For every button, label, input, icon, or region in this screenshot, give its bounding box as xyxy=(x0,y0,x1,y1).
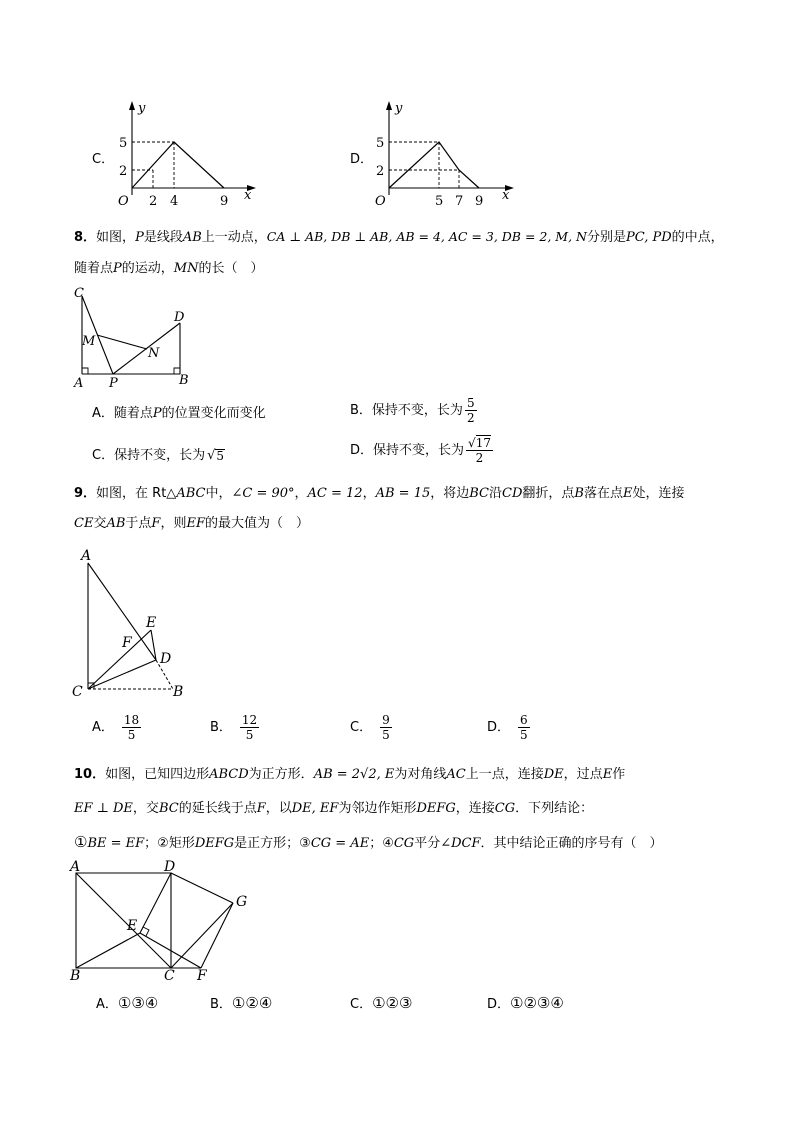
label-d: D xyxy=(174,310,185,325)
fraction xyxy=(465,397,477,424)
q10-var: ∠DCF xyxy=(440,836,481,851)
segment-gf xyxy=(201,903,233,968)
label-b: B xyxy=(173,684,184,700)
option-label: A． xyxy=(96,997,118,1012)
q9-text: 如图，在 Rt△ xyxy=(96,486,177,501)
numerator: 5 xyxy=(466,396,475,410)
q10-text: ，连接 xyxy=(455,801,495,816)
right-angle-a xyxy=(82,368,88,374)
segment-cg xyxy=(171,903,233,968)
q9-var: BC xyxy=(469,486,489,501)
q8-text: 上一动点， xyxy=(201,230,267,245)
numerator: 9 xyxy=(382,713,390,727)
q10-text: 如图，已知四边形 xyxy=(105,767,210,782)
option-text: ①②④ xyxy=(231,994,273,1012)
q9-option-d[interactable] xyxy=(487,714,530,741)
q10-number: 10． xyxy=(74,767,106,782)
q9-stem-line1 xyxy=(74,487,685,500)
q9-text: 沿 xyxy=(489,486,503,501)
y-axis-arrow xyxy=(386,101,392,110)
option-text: 的位置变化而变化 xyxy=(161,406,266,421)
q9-var: CD xyxy=(502,486,523,501)
label-a: A xyxy=(81,548,92,564)
q10-text: ，交 xyxy=(132,801,159,816)
label-d: D xyxy=(160,651,172,667)
q8-option-a[interactable] xyxy=(92,407,266,420)
option-text: 保持不变，长为 xyxy=(373,443,465,458)
q10-text: 为正方形． xyxy=(248,767,314,782)
q8-text: 如图， xyxy=(96,230,136,245)
y-tick-2: 2 xyxy=(119,164,128,179)
q7-graph-c xyxy=(105,95,265,210)
option-label: C． xyxy=(350,720,373,735)
label-p: P xyxy=(109,376,118,388)
segment-dg xyxy=(171,873,233,903)
option-text: ①②③④ xyxy=(510,994,564,1012)
q10-text: 是正方形；③ xyxy=(234,836,311,851)
q10-var: DEFG xyxy=(416,801,456,816)
option-label: C． xyxy=(92,448,115,463)
option-label: A． xyxy=(92,406,114,421)
label-b: B xyxy=(70,968,81,984)
q9-text: ， xyxy=(294,486,308,501)
q9-var: EF xyxy=(186,516,205,531)
option-text: 保持不变，长为 xyxy=(114,448,206,463)
q10-text: ．下列结论： xyxy=(515,801,594,816)
y-axis-label: y xyxy=(138,101,146,116)
sqrt-icon: √ xyxy=(468,436,476,450)
fraction xyxy=(122,714,141,741)
segment-cd xyxy=(88,660,156,689)
q10-text: ，以 xyxy=(265,801,292,816)
x-tick-2: 2 xyxy=(149,194,158,209)
q10-option-a[interactable] xyxy=(96,996,158,1011)
option-label: C． xyxy=(350,997,373,1012)
q8-text: 的长（ ） xyxy=(198,261,264,276)
q9-text: 的最大值为（ ） xyxy=(204,516,309,531)
numerator: 18 xyxy=(123,713,140,727)
q8-stem-line1 xyxy=(74,231,724,244)
q9-var: E xyxy=(622,486,633,501)
q9-text: ，将边 xyxy=(430,486,470,501)
q10-var: AC xyxy=(446,767,466,782)
option-label: D． xyxy=(487,720,511,735)
q8-var-mn: MN xyxy=(173,261,199,276)
segment-de xyxy=(140,873,171,933)
label-b: B xyxy=(179,373,189,388)
q7-option-c-label: C． xyxy=(92,152,115,167)
q9-text: 落在点 xyxy=(583,486,623,501)
q9-text: 交 xyxy=(93,516,107,531)
label-d: D xyxy=(164,859,176,875)
denominator: 5 xyxy=(520,728,528,742)
label-e: E xyxy=(127,918,138,934)
y-tick-2: 2 xyxy=(376,164,385,179)
q10-var: DE xyxy=(543,767,564,782)
x-tick-5: 5 xyxy=(435,194,444,209)
segment-ce xyxy=(88,630,151,689)
q8-text: 是线段 xyxy=(143,230,183,245)
origin-label: O xyxy=(118,194,129,209)
option-label: D． xyxy=(350,443,374,458)
radicand: 5 xyxy=(216,449,225,463)
graph-line xyxy=(389,142,479,188)
y-tick-5: 5 xyxy=(119,136,128,151)
segment-be xyxy=(76,933,140,968)
q9-var: B xyxy=(574,486,584,501)
option-label: B． xyxy=(350,403,372,418)
sqrt-icon: √ xyxy=(207,448,216,463)
q8-option-d[interactable] xyxy=(350,437,493,464)
q9-stem-line2 xyxy=(74,517,309,530)
q10-var: CG xyxy=(494,801,516,816)
q8-text: 的中点， xyxy=(671,230,724,245)
option-label: D． xyxy=(487,997,511,1012)
origin-label: O xyxy=(375,194,386,209)
q8-var-pc-pd: PC, PD xyxy=(626,230,672,245)
label-g: G xyxy=(236,894,248,910)
q8-text: 的运动， xyxy=(121,261,174,276)
label-c: C xyxy=(72,684,83,700)
q10-text: 的延长线于点 xyxy=(178,801,257,816)
x-axis-label: x xyxy=(502,188,510,203)
label-f: F xyxy=(197,968,207,984)
q9-text: ，则 xyxy=(160,516,187,531)
q10-text: 为邻边作矩形 xyxy=(338,801,417,816)
q10-var: AB = 2√2, E xyxy=(313,767,395,782)
q10-var: F xyxy=(256,801,266,816)
q9-figure xyxy=(66,543,196,703)
q9-var: F xyxy=(151,516,161,531)
q9-text: 翻折，点 xyxy=(522,486,575,501)
q9-text: 于点 xyxy=(125,516,152,531)
q10-stem-line1 xyxy=(74,768,625,781)
label-c: C xyxy=(74,286,84,301)
segment-mn xyxy=(97,335,147,349)
q10-var: BC xyxy=(158,801,179,816)
numerator: 6 xyxy=(520,713,528,727)
label-c: C xyxy=(164,968,175,984)
q9-var: AC = 12 xyxy=(307,486,363,501)
option-text: 随着点 xyxy=(113,406,153,421)
q10-text: ，过点 xyxy=(563,767,603,782)
q10-var: E xyxy=(602,767,613,782)
q10-text: 为对角线 xyxy=(394,767,447,782)
q10-option-d[interactable] xyxy=(487,996,564,1011)
option-var: P xyxy=(152,406,162,421)
x-tick-7: 7 xyxy=(455,194,464,209)
q10-var: CG = AE xyxy=(310,836,370,851)
label-f: F xyxy=(122,635,132,651)
q7-graph-d xyxy=(362,95,527,210)
fraction xyxy=(240,714,259,741)
q9-option-b[interactable] xyxy=(210,714,259,741)
label-a: A xyxy=(70,859,81,875)
q9-var: CE xyxy=(74,516,94,531)
label-n: N xyxy=(148,346,160,361)
q8-var-p: P xyxy=(135,230,144,245)
fraction xyxy=(466,437,493,464)
q10-var: BE = EF xyxy=(87,836,145,851)
radicand: 17 xyxy=(475,436,491,450)
label-m: M xyxy=(82,334,96,349)
option-label: A． xyxy=(92,720,114,735)
q9-var: AB xyxy=(106,516,126,531)
q10-text: ；②矩形 xyxy=(144,836,195,851)
x-tick-9: 9 xyxy=(475,194,484,209)
label-e: E xyxy=(146,615,157,631)
denominator: 2 xyxy=(466,411,475,425)
q9-var: ABC xyxy=(176,486,206,501)
diagonal-ac xyxy=(76,873,171,968)
q10-var: CG xyxy=(393,836,415,851)
x-tick-9: 9 xyxy=(220,194,229,209)
q10-text: ．其中结论正确的序号有（ ） xyxy=(480,836,663,851)
q9-var: ∠C = 90° xyxy=(231,486,295,501)
q8-number: 8． xyxy=(74,230,97,245)
numerator: 12 xyxy=(241,713,258,727)
numerator xyxy=(466,437,493,451)
q9-text: 处，连接 xyxy=(632,486,685,501)
option-text: ①②③ xyxy=(372,994,413,1012)
denominator: 5 xyxy=(127,728,136,742)
q9-option-c[interactable] xyxy=(350,714,392,741)
q8-option-b[interactable] xyxy=(350,397,477,424)
q10-text: 平分 xyxy=(414,836,441,851)
q10-option-b[interactable] xyxy=(210,996,272,1011)
q10-text: ；④ xyxy=(369,836,394,851)
q9-option-a[interactable] xyxy=(92,714,141,741)
graph-line xyxy=(132,142,224,188)
q10-stem-line3 xyxy=(74,835,663,850)
q8-var-p: P xyxy=(113,261,122,276)
option-text: 保持不变，长为 xyxy=(371,403,463,418)
denominator: 5 xyxy=(382,728,390,742)
q8-conditions: CA ⊥ AB, DB ⊥ AB, AB = 4, AC = 3, DB = 2, M, N xyxy=(266,229,587,244)
q8-stem-line2 xyxy=(74,262,263,275)
q9-number: 9． xyxy=(74,486,97,501)
q10-circled-num: ① xyxy=(74,833,88,851)
q8-figure xyxy=(70,283,200,388)
q8-var-ab: AB xyxy=(182,230,202,245)
y-axis-arrow xyxy=(129,101,135,110)
q10-text: 作 xyxy=(612,767,626,782)
q10-text: 上一点，连接 xyxy=(465,767,544,782)
label-a: A xyxy=(74,376,84,388)
x-tick-4: 4 xyxy=(170,194,179,209)
fraction xyxy=(518,714,530,741)
denominator: 2 xyxy=(475,451,484,465)
q9-var: AB = 15 xyxy=(375,486,431,501)
q10-var: ABCD xyxy=(209,767,249,782)
option-text: ①③④ xyxy=(117,994,159,1012)
q10-option-c[interactable] xyxy=(350,996,412,1011)
q8-text: 随着点 xyxy=(74,261,114,276)
q9-text: ， xyxy=(362,486,376,501)
y-tick-5: 5 xyxy=(376,136,385,151)
q9-text: 中， xyxy=(205,486,232,501)
q8-option-c[interactable] xyxy=(92,449,225,462)
q10-stem-line2 xyxy=(74,802,593,815)
q10-var: DE, EF xyxy=(291,801,339,816)
q10-figure xyxy=(66,855,256,985)
q10-var: EF ⊥ DE xyxy=(74,801,133,816)
q8-text: 分别是 xyxy=(586,230,626,245)
option-label: B． xyxy=(210,720,232,735)
denominator: 5 xyxy=(245,728,254,742)
q10-var: DEFG xyxy=(194,836,235,851)
option-label: B． xyxy=(210,997,232,1012)
q7-option-d-label: D． xyxy=(350,152,374,167)
fraction xyxy=(380,714,392,741)
y-axis-label: y xyxy=(395,101,403,116)
x-axis-label: x xyxy=(244,188,252,203)
